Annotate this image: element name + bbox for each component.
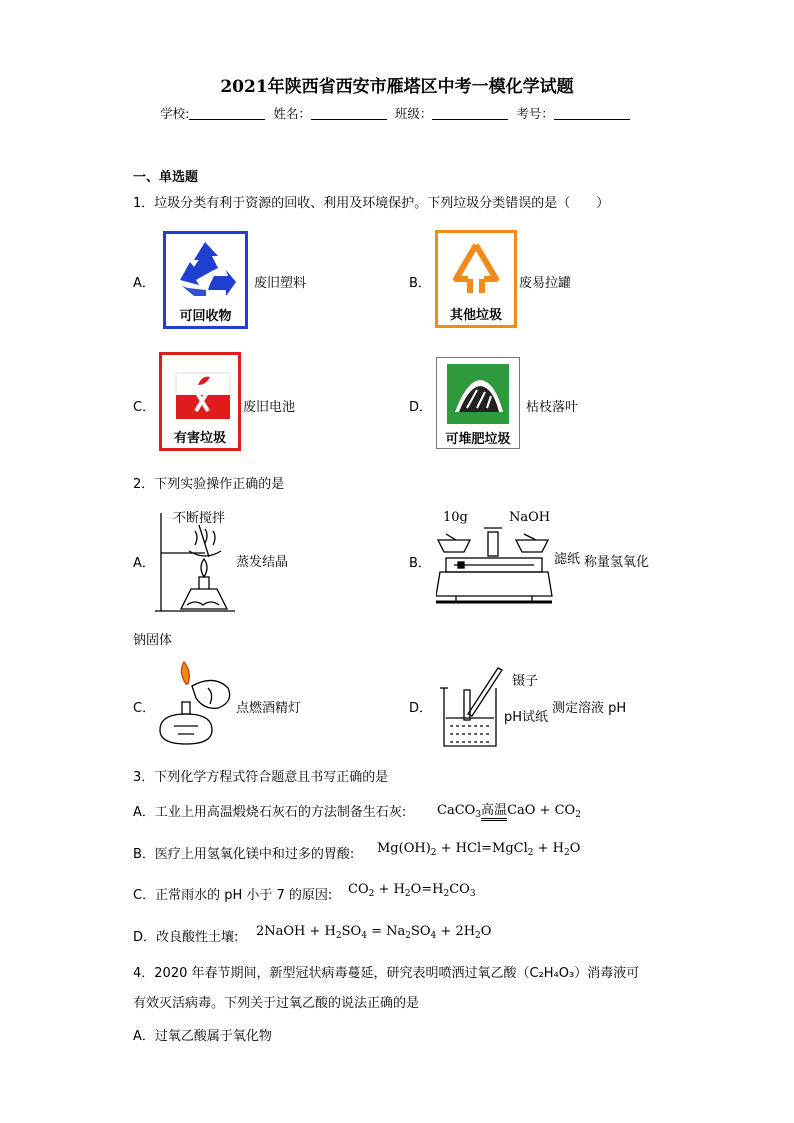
left-pan-mass: 10g [443, 510, 468, 525]
q4-stem-line1: 4．2020 年春节期间，新型冠状病毒蔓延，研究表明喷洒过氧乙酸（C₂H₄O₃）消毒液可 [133, 966, 640, 981]
section-heading: 一、单选题 [133, 170, 199, 185]
q2-option-d-letter: D． [409, 701, 433, 716]
hazardous-waste-bin-icon [159, 352, 241, 451]
alcohol-lamp-ignition-icon [152, 660, 238, 746]
q2-option-b-letter: B． [409, 556, 431, 571]
page-title: 2021年陕西省西安市雁塔区中考一模化学试题 [220, 77, 574, 97]
q4-stem-line2: 有效灭活病毒。下列关于过氧乙酸的说法正确的是 [133, 996, 420, 1011]
stirring-label: 不断搅拌 [173, 511, 226, 526]
filter-paper-label: 滤纸 [554, 552, 581, 567]
q3-option-a-equation: CaCO$_3$高温CaO + $CO_2$ [437, 803, 581, 820]
right-pan-substance: NaOH [509, 510, 551, 525]
q2-option-a-text: 蒸发结晶 [236, 555, 289, 570]
other-waste-bin-icon [435, 230, 517, 328]
other-waste-bin-label: 其他垃圾 [449, 308, 502, 323]
q2-option-b-text: 称量氢氧化 [584, 555, 650, 570]
q2-option-b-wrap: 钠固体 [133, 633, 173, 648]
tweezers-label: 镊子 [512, 674, 539, 689]
q1-option-a-item: 废旧塑料 [254, 276, 307, 291]
class-blank[interactable] [432, 107, 508, 120]
school-label: 学校: [160, 106, 190, 121]
q1-stem: 1．垃圾分类有利于资源的回收、利用及环境保护。下列垃圾分类错误的是（ ） [133, 196, 610, 211]
q1-option-c-letter: C． [133, 400, 156, 415]
recyclable-bin-icon [163, 231, 248, 329]
q1-option-d-letter: D． [409, 400, 433, 415]
q1-option-b-letter: B． [409, 276, 431, 291]
q3-option-a: A．工业上用高温煅烧石灰石的方法制备生石灰: [133, 805, 407, 820]
compostable-bin-label: 可堆肥垃圾 [445, 432, 511, 447]
q2-option-a-letter: A． [133, 556, 155, 571]
school-blank[interactable] [189, 107, 265, 120]
q3-stem: 3．下列化学方程式符合题意且书写正确的是 [133, 770, 389, 785]
q1-option-d-item: 枯枝落叶 [526, 400, 579, 415]
recyclable-bin-label: 可回收物 [179, 309, 232, 324]
q3-option-d-equation: 2NaOH + $H_2SO_4 = Na_2SO_4 + 2H_2O$ [256, 924, 492, 941]
name-blank[interactable] [311, 107, 387, 120]
q3-option-c: C．正常雨水的 pH 小于 7 的原因: [133, 888, 333, 903]
student-info-line [0, 104, 794, 122]
q3-option-d: D．改良酸性土壤: [133, 930, 239, 945]
name-label: 姓名： [273, 106, 311, 121]
q2-option-c-letter: C． [133, 701, 156, 716]
q4-option-a: A．过氧乙酸属于氧化物 [133, 1029, 272, 1044]
q2-stem: 2．下列实验操作正确的是 [133, 477, 285, 492]
class-label: 班级： [394, 106, 433, 121]
q2-option-c-text: 点燃酒精灯 [236, 701, 302, 716]
number-blank[interactable] [554, 107, 630, 120]
q3-option-b-equation: $Mg(OH)_2$ + HCl=MgCl$_2$ + $H_2O$ [377, 841, 581, 858]
balance-scale-icon [436, 526, 556, 606]
q1-option-a-letter: A． [133, 276, 155, 291]
q1-option-b-item: 废易拉罐 [519, 276, 572, 291]
q1-option-c-item: 废旧电池 [243, 400, 296, 415]
number-label: 考号： [516, 106, 554, 121]
q2-option-d-text: 测定溶液 pH [552, 701, 627, 716]
q3-option-b: B．医疗上用氢氧化镁中和过多的胃酸: [133, 847, 355, 862]
ph-paper-label: pH试纸 [504, 710, 549, 725]
condition-high-temp: 高温 [481, 803, 507, 821]
evaporation-apparatus-icon [155, 505, 240, 617]
q3-option-c-equation: $CO_2 + H_2O=H_2CO_3$ [348, 882, 476, 899]
ph-test-icon [440, 660, 506, 750]
compostable-bin-icon [436, 357, 520, 449]
hazardous-waste-bin-label: 有害垃圾 [173, 431, 226, 446]
